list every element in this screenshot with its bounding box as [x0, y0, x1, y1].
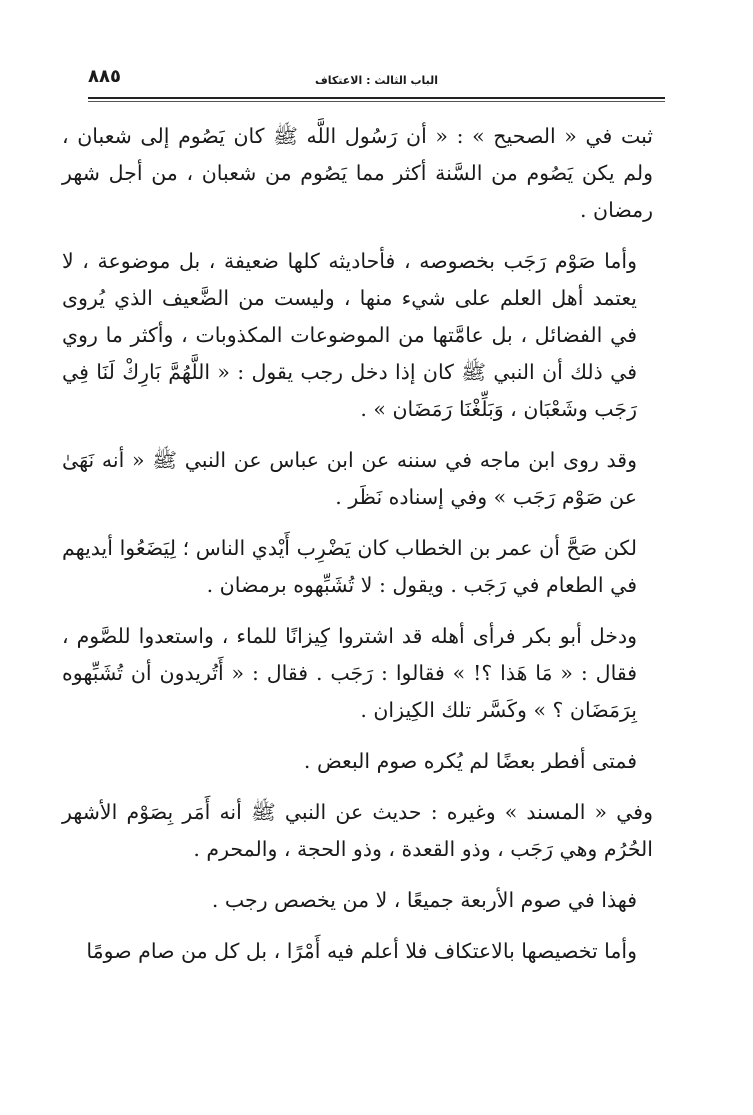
paragraph-6: فمتى أفطر بعضًا لم يُكره صوم البعض . — [303, 749, 637, 773]
chapter-title: الباب الثالث : الاعتكاف — [314, 74, 439, 87]
body-text — [62, 118, 653, 984]
paragraph-3: وقد روى ابن ماجه في سننه عن ابن عباس عن النبي ﷺ « أنه نَهَىٰ عن صَوْم رَجَب » وفي إسناده نَظَر . — [62, 448, 637, 509]
running-header — [88, 64, 665, 98]
paragraph-7: وفي « المسند » وغيره : حديث عن النبي ﷺ أنه أَمَر بِصَوْم الأشهر الحُرُم وهي رَجَب ، وذو القعدة ، وذو الحجة ، والمحرم . — [62, 800, 653, 861]
paragraph-1: ثبت في « الصحيح » : « أن رَسُول اللَّه ﷺ كان يَصُوم إلى شعبان ، ولم يكن يَصُوم من السَّنة أكثر مما يَصُوم من شعبان ، من أجل شهر رمضان . — [62, 124, 653, 222]
paragraph-9: وأما تخصيصها بالاعتكاف فلا أعلم فيه أَمْرًا ، بل كل من صام صومًا — [86, 939, 637, 963]
paragraph-8: فهذا في صوم الأربعة جميعًا ، لا من يخصص رجب . — [211, 888, 637, 912]
paragraph-5: ودخل أبو بكر فرأى أهله قد اشتروا كِيزانًا للماء ، واستعدوا للصَّوم ، فقال : « مَا هَذا ؟! » فقالوا : رَجَب . فقال : « أَتُريدون أن تُشَبِّهوه بِرَمَضَان ؟ » وكَسَّر تلك الكِيزان . — [62, 624, 637, 722]
header-rule — [88, 97, 665, 99]
header-rule-thin — [88, 101, 665, 102]
paragraph-4: لكن صَحَّ أن عمر بن الخطاب كان يَضْرِب أَيْدي الناس ؛ لِيَضَعُوا أيديهم في الطعام في رَجَب . ويقول : لا تُشَبِّهوه برمضان . — [62, 536, 637, 597]
page-number: ٨٨٥ — [88, 66, 121, 87]
paragraph-2: وأما صَوْم رَجَب بخصوصه ، فأحاديثه كلها ضعيفة ، بل موضوعة ، لا يعتمد أهل العلم على شيء منها ، وليست من الضَّعيف الذي يُروى في الفضائل ، بل عامَّتها من الموضوعات المكذوبات ، وأكثر ما روي في ذلك أن النبي ﷺ كان إذا دخل رجب يقول : « اللَّهُمَّ بَارِكْ لَنَا فِي رَجَب وشَعْبَان ، وَبَلِّغْنَا رَمَضَان » . — [62, 249, 637, 421]
